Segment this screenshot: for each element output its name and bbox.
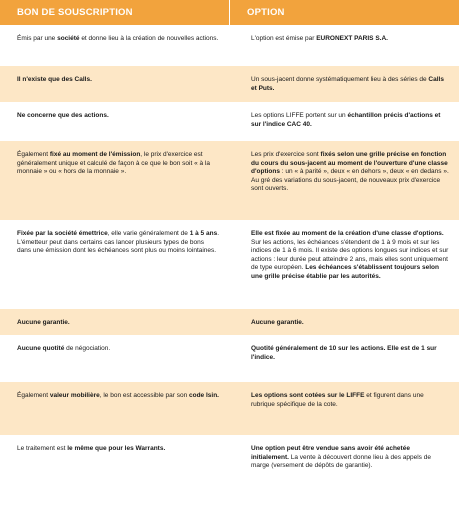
row-3-bon [0, 102, 229, 141]
text-1: Les prix d'exercice sont [251, 151, 321, 158]
bold-text-2: fixés selon une grille précise en fonction du cours du sous-jacent au moment de l'ouverture d'une classe d'options [251, 151, 448, 176]
text-2: La vente à découvert donne lieu à des appels de marge (versement de dépôts de garantie). [251, 453, 431, 470]
text-3: : un « à parité », deux « en dehors », deux « en dedans ». Au gré des variations du sous-jacent, de nouveaux prix d'exercice sont ouverts. [251, 168, 449, 193]
row-2-bon [0, 66, 229, 102]
row-6-option [229, 309, 459, 335]
text-1: Émis par une [17, 35, 58, 42]
bold-text-1: Aucune garantie. [251, 319, 304, 326]
bold-text-3: 1 à 5 ans [189, 230, 218, 237]
bold-text-4: code Isin. [189, 392, 219, 399]
row-2-option [229, 66, 459, 102]
text-4: . L'émetteur peut dans certains cas lancer plusieurs types de bons dans une émission dont les échéances sont plus ou moins lointaines. [17, 230, 219, 255]
bold-text-1: Aucune garantie. [17, 319, 70, 326]
text-3: et donne lieu à la création de nouvelles actions. [79, 35, 219, 42]
row-4-bon [0, 141, 229, 220]
text-3: , le prix d'exercice est généralement unique et calculé de façon à ce que le bon soit « à la monnaie » ou « hors de la monnaie ». [17, 151, 210, 176]
text-1: Un sous-jacent donne systématiquement lieu à des séries de [251, 76, 429, 83]
bold-text-1: Il n'existe que des Calls. [17, 76, 92, 83]
bold-text-2: société [57, 35, 80, 42]
bold-text-1: Quotité généralement de 10 sur les actions. Elle est de 1 sur l'indice. [251, 345, 437, 361]
bold-text-1: Elle est fixée au moment de la création d'une classe d'options. [251, 230, 444, 237]
row-5-option [229, 220, 459, 309]
text-2: de négociation. [64, 345, 111, 352]
row-5-bon [0, 220, 229, 309]
row-4-option [229, 141, 459, 220]
row-8-bon [0, 382, 229, 435]
row-1-bon [0, 25, 229, 66]
bold-text-2: le même que pour les Warrants. [67, 445, 166, 452]
bold-text-1: Les options sont cotées sur le LIFFE [251, 392, 365, 399]
header-bon-de-souscription: BON DE SOUSCRIPTION [0, 0, 229, 25]
row-8-option [229, 382, 459, 435]
text-1: Également [17, 151, 50, 158]
text-3: , le bon est accessible par son [99, 392, 189, 399]
bold-text-1: Une option peut être vendue sans avoir été achetée initialement. [251, 445, 410, 461]
bold-text-2: fixé au moment de l'émission [49, 151, 141, 158]
row-9-option [229, 435, 459, 512]
text-1: Le traitement est [17, 445, 68, 452]
bold-text-2: EURONEXT PARIS S.A. [316, 35, 388, 42]
row-9-bon [0, 435, 229, 512]
row-1-option [229, 25, 459, 66]
bold-text-2: Calls et Puts. [251, 76, 444, 92]
text-1: Également [17, 392, 50, 399]
text-2: et figurent dans une rubrique spécifique de la cote. [251, 392, 424, 408]
bold-text-3: Les échéances s'établissent toujours selon une grille précise établie par les autorités. [251, 264, 439, 280]
text-1: L'option est émise par [251, 35, 317, 42]
bold-text-1: Ne concerne que des actions. [17, 112, 109, 119]
text-2: , elle varie généralement de [107, 230, 190, 237]
header-option: OPTION [229, 0, 459, 25]
row-3-option [229, 102, 459, 141]
text-2: Sur les actions, les échéances s'étendent de 1 à 9 mois et sur les indices de 1 à 6 mois. Il existe des options longues sur indices et sur actions : leur durée peut atteindre 2 ans, mais elles sont uniquement de type européen. [251, 238, 449, 272]
bold-text-2: échantillon précis d'actions et sur l'indice CAC 40. [251, 112, 441, 128]
row-7-bon [0, 335, 229, 382]
bold-text-1: Fixée par la société émettrice [17, 230, 108, 237]
bold-text-1: Aucune quotité [17, 345, 65, 352]
bold-text-2: valeur mobilière [49, 392, 100, 399]
text-1: Les options LIFFE portent sur un [251, 112, 348, 119]
row-6-bon [0, 309, 229, 335]
row-7-option [229, 335, 459, 382]
